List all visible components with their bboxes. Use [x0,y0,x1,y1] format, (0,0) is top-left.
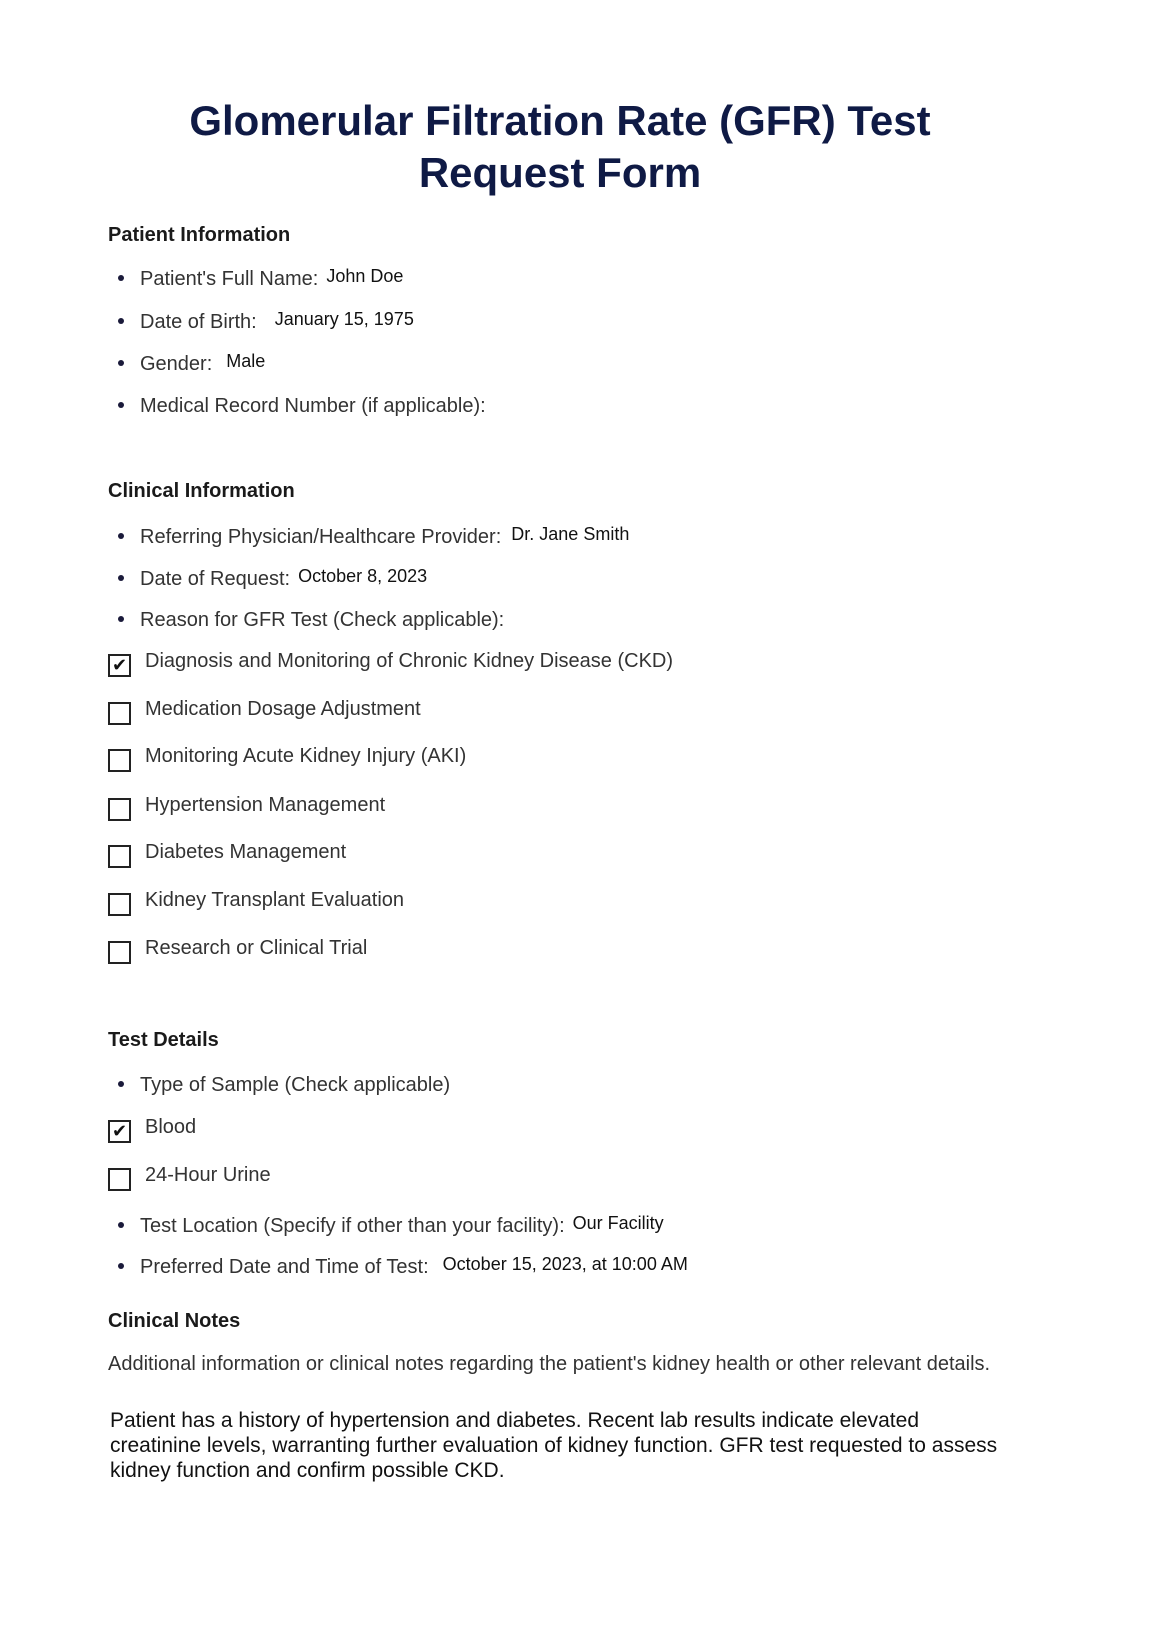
title-line-1: Glomerular Filtration Rate (GFR) Test [189,97,931,144]
sample-checkbox-urine[interactable] [108,1164,271,1187]
checkbox[interactable] [108,798,131,821]
notes-instruction: Additional information or clinical notes regarding the patient's kidney health or other relevant details. [108,1353,991,1375]
checkbox-label: Blood [145,1116,197,1138]
dob-field [118,311,414,334]
checkbox[interactable] [108,1168,131,1191]
reason-checkbox-aki[interactable] [108,745,466,768]
checkbox[interactable] [108,893,131,916]
field-label: Type of Sample (Check applicable) [140,1074,451,1096]
patient-name-field [118,268,403,291]
checkbox-label: Diabetes Management [145,841,347,863]
field-value[interactable]: October 8, 2023 [298,566,428,586]
reason-checkbox-medication[interactable] [108,698,421,721]
checkbox-label: Hypertension Management [145,794,386,816]
field-label: Preferred Date and Time of Test: [140,1256,429,1278]
checkbox[interactable]: ✔ [108,654,131,677]
bullet-icon [118,1263,124,1269]
field-label: Gender: [140,353,213,375]
checkbox-label: Kidney Transplant Evaluation [145,889,405,911]
title-line-2: Request Form [418,149,702,196]
reason-field [118,609,504,632]
checkbox-label: Medication Dosage Adjustment [145,698,421,720]
reason-checkbox-hypertension[interactable] [108,794,385,817]
field-value[interactable]: Male [226,351,266,371]
checkbox[interactable] [108,702,131,725]
mrn-field [118,395,486,418]
field-value[interactable]: Dr. Jane Smith [511,524,630,544]
field-value[interactable]: Our Facility [572,1213,664,1233]
request-date-field [118,568,427,591]
preferred-date-field [118,1256,688,1279]
bullet-icon [118,616,124,622]
sample-checkbox-blood[interactable] [108,1116,196,1139]
clinical-notes-text[interactable]: Patient has a history of hypertension and diabetes. Recent lab results indicate elevated creatinine levels, warranting further evaluation of kidney function. GFR test requested to assess kidney function and confirm possible CKD. [110,1409,998,1482]
bullet-icon [118,275,124,281]
bullet-icon [118,1081,124,1087]
field-label: Patient's Full Name: [140,268,319,290]
field-label: Reason for GFR Test (Check applicable): [140,609,505,631]
page-title [0,95,1120,199]
reason-checkbox-transplant[interactable] [108,889,404,912]
bullet-icon [118,360,124,366]
field-label: Referring Physician/Healthcare Provider: [140,526,502,548]
checkbox-label: Diagnosis and Monitoring of Chronic Kidney Disease (CKD) [145,650,674,672]
physician-field [118,526,629,549]
field-label: Medical Record Number (if applicable): [140,395,486,417]
bullet-icon [118,575,124,581]
test-details-heading: Test Details [108,1029,219,1051]
checkbox-label: Monitoring Acute Kidney Injury (AKI) [145,745,467,767]
checkbox-label: Research or Clinical Trial [145,937,368,959]
checkbox-label: 24-Hour Urine [145,1164,271,1186]
reason-checkbox-diabetes[interactable] [108,841,346,864]
bullet-icon [118,533,124,539]
field-label: Date of Request: [140,568,291,590]
checkbox[interactable]: ✔ [108,1120,131,1143]
sample-type-field [118,1074,450,1097]
field-label: Test Location (Specify if other than your facility): [140,1215,565,1237]
field-value[interactable]: January 15, 1975 [274,309,414,329]
bullet-icon [118,318,124,324]
checkbox[interactable] [108,941,131,964]
bullet-icon [118,402,124,408]
checkbox[interactable] [108,845,131,868]
patient-info-heading: Patient Information [108,224,291,246]
reason-checkbox-ckd[interactable] [108,650,673,673]
reason-checkbox-research[interactable] [108,937,367,960]
field-value[interactable]: John Doe [326,266,404,286]
field-value[interactable]: October 15, 2023, at 10:00 AM [442,1254,688,1274]
field-label: Date of Birth: [140,311,257,333]
test-location-field [118,1215,664,1238]
bullet-icon [118,1222,124,1228]
clinical-notes-heading: Clinical Notes [108,1310,241,1332]
clinical-info-heading: Clinical Information [108,480,295,502]
checkbox[interactable] [108,749,131,772]
gender-field [118,353,265,376]
